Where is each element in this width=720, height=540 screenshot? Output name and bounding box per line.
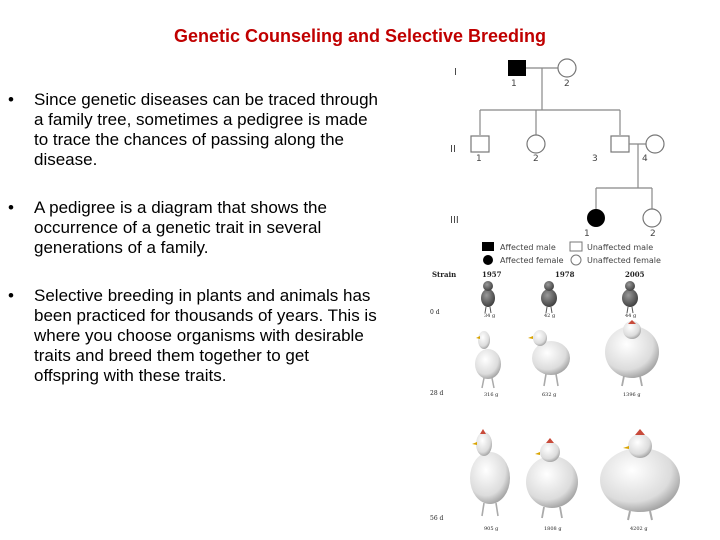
individual-label: 1 (511, 79, 517, 89)
chick-1957-day0 (481, 281, 495, 313)
bullet-item (8, 198, 378, 258)
individual-label: 1 (476, 154, 482, 164)
year-label: 1978 (555, 270, 575, 279)
generation-label: III (450, 215, 459, 226)
legend-affected-female-icon (483, 255, 493, 265)
affected-male-symbol (508, 60, 526, 76)
individual-label: 2 (650, 229, 656, 239)
chicken-1978-day56 (526, 438, 578, 518)
weight-label: 632 g (542, 392, 557, 398)
weight-label: 34 g (484, 313, 496, 319)
bullet-text: Selective breeding in plants and animals has been practiced for thousands of years. This is where you choose organisms with desirable traits and breed them together to get offspring with these traits. (34, 286, 377, 385)
chicken-2005-day28 (605, 320, 659, 386)
legend-label: Unaffected male (587, 243, 654, 252)
age-label: 0 d (430, 309, 440, 316)
bullet-item (8, 90, 378, 170)
bullet-text: Since genetic diseases can be traced through a family tree, sometimes a pedigree is made to trace the chances of passing along the disease. (34, 90, 379, 169)
unaffected-male-symbol (611, 136, 629, 152)
legend-label: Unaffected female (587, 256, 661, 265)
individual-label: 1 (584, 229, 590, 239)
chicken-2005-day56 (600, 429, 680, 520)
legend-affected-male-icon (482, 242, 494, 251)
bullet-text: A pedigree is a diagram that shows the occurrence of a genetic trait in several generations of a family. (34, 198, 327, 257)
affected-female-symbol (587, 209, 605, 227)
weight-label: 42 g (544, 313, 556, 319)
year-label: 1957 (482, 270, 502, 279)
unaffected-female-symbol (643, 209, 661, 227)
legend-unaffected-female-icon (571, 255, 581, 265)
chicken-growth-figure (432, 268, 702, 536)
legend-label: Affected male (500, 243, 556, 252)
pedigree-diagram (420, 55, 690, 270)
age-label: 28 d (430, 390, 444, 397)
weight-label: 4202 g (630, 526, 648, 532)
individual-label: 2 (533, 154, 539, 164)
bullet-symbol: • (8, 198, 14, 217)
weight-label: 1396 g (623, 392, 641, 398)
generation-label: II (450, 144, 456, 155)
weight-label: 905 g (484, 526, 499, 532)
bullet-symbol: • (8, 90, 14, 109)
bullet-list (8, 90, 378, 414)
chicken-1957-day56 (470, 429, 510, 516)
individual-label: 2 (564, 79, 570, 89)
generation-label: I (454, 67, 457, 78)
chick-1978-day0 (541, 281, 557, 313)
weight-label: 316 g (484, 392, 499, 398)
unaffected-female-symbol (558, 59, 576, 77)
age-label: 56 d (430, 515, 444, 522)
legend-label: Affected female (500, 256, 564, 265)
weight-label: 1808 g (544, 526, 562, 532)
weight-label: 44 g (625, 313, 637, 319)
chicken-1957-day28 (475, 331, 501, 388)
individual-label: 3 (592, 154, 598, 164)
slide-title: Genetic Counseling and Selective Breeding (173, 26, 547, 46)
unaffected-female-symbol (527, 135, 545, 153)
bullet-symbol: • (8, 286, 14, 305)
unaffected-female-symbol (646, 135, 664, 153)
individual-label: 4 (642, 154, 648, 164)
chicken-1978-day28 (528, 330, 570, 386)
year-label: 2005 (625, 270, 645, 279)
strain-label: Strain (432, 270, 457, 279)
bullet-item (8, 286, 378, 386)
chick-2005-day0 (622, 281, 638, 313)
unaffected-male-symbol (471, 136, 489, 152)
legend-unaffected-male-icon (570, 242, 582, 251)
